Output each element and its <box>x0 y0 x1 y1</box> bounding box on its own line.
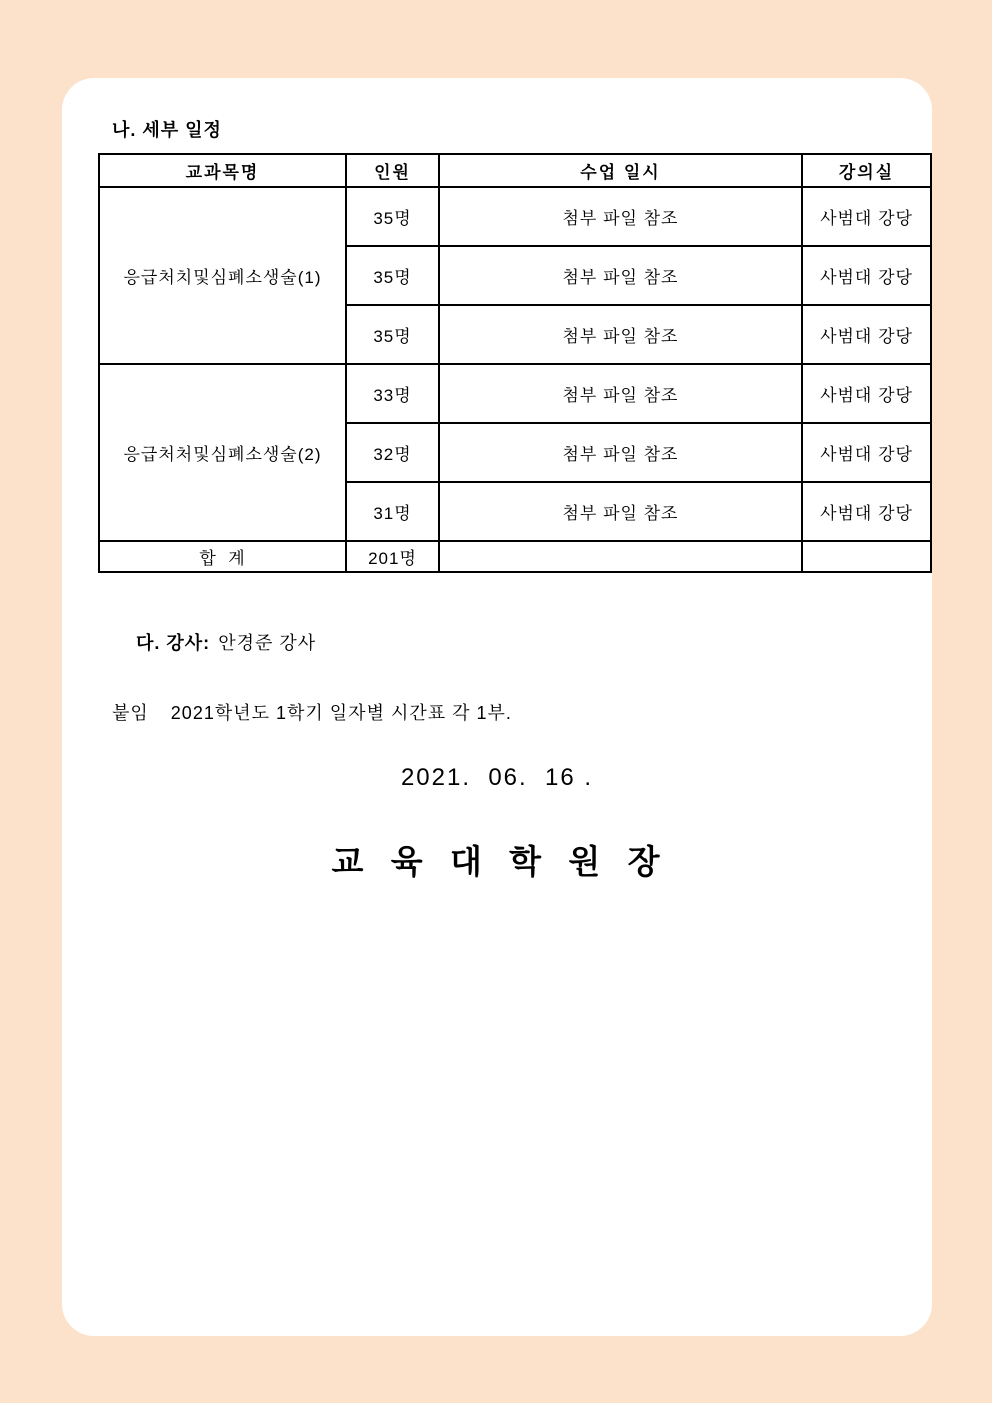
header-room: 강의실 <box>802 154 931 187</box>
cell-count: 31명 <box>346 482 439 541</box>
cell-room: 사범대 강당 <box>802 187 931 246</box>
instructor-label: 다. 강사: <box>136 633 211 653</box>
cell-course-2: 응급처처및심폐소생술(2) <box>99 364 346 541</box>
cell-room: 사범대 강당 <box>802 364 931 423</box>
cell-count: 35명 <box>346 305 439 364</box>
total-empty-schedule <box>439 541 802 572</box>
cell-schedule: 첨부 파일 참조 <box>439 364 802 423</box>
attachment-line <box>88 678 512 746</box>
cell-schedule: 첨부 파일 참조 <box>439 305 802 364</box>
cell-schedule: 첨부 파일 참조 <box>439 246 802 305</box>
header-course: 교과목명 <box>99 154 346 187</box>
total-value: 201명 <box>346 541 439 572</box>
header-schedule: 수업 일시 <box>439 154 802 187</box>
document-date: 2021. 06. 16 . <box>400 764 594 791</box>
total-empty-room <box>802 541 931 572</box>
cell-count: 33명 <box>346 364 439 423</box>
schedule-table <box>98 153 932 573</box>
total-label: 합 계 <box>99 541 346 572</box>
table-header-row <box>99 154 931 187</box>
cell-schedule: 첨부 파일 참조 <box>439 187 802 246</box>
attachment-text: 2021학년도 1학기 일자별 시간표 각 1부. <box>170 703 512 723</box>
header-count: 인원 <box>346 154 439 187</box>
signature-title: 교 육 대 학 원 장 <box>331 843 663 880</box>
document-page <box>62 78 932 1336</box>
cell-schedule: 첨부 파일 참조 <box>439 423 802 482</box>
section-c-line <box>112 608 316 676</box>
cell-course-1: 응급처치및심폐소생술(1) <box>99 187 346 364</box>
cell-count: 35명 <box>346 246 439 305</box>
instructor-name: 안경준 강사 <box>218 633 317 653</box>
cell-count: 32명 <box>346 423 439 482</box>
cell-room: 사범대 강당 <box>802 423 931 482</box>
table-row <box>99 187 931 246</box>
cell-count: 35명 <box>346 187 439 246</box>
table-row <box>99 364 931 423</box>
table-total-row <box>99 541 931 572</box>
section-b-title: 나. 세부 일정 <box>112 120 222 140</box>
cell-schedule: 첨부 파일 참조 <box>439 482 802 541</box>
cell-room: 사범대 강당 <box>802 482 931 541</box>
cell-room: 사범대 강당 <box>802 305 931 364</box>
cell-room: 사범대 강당 <box>802 246 931 305</box>
attachment-label: 붙임 <box>112 703 149 723</box>
